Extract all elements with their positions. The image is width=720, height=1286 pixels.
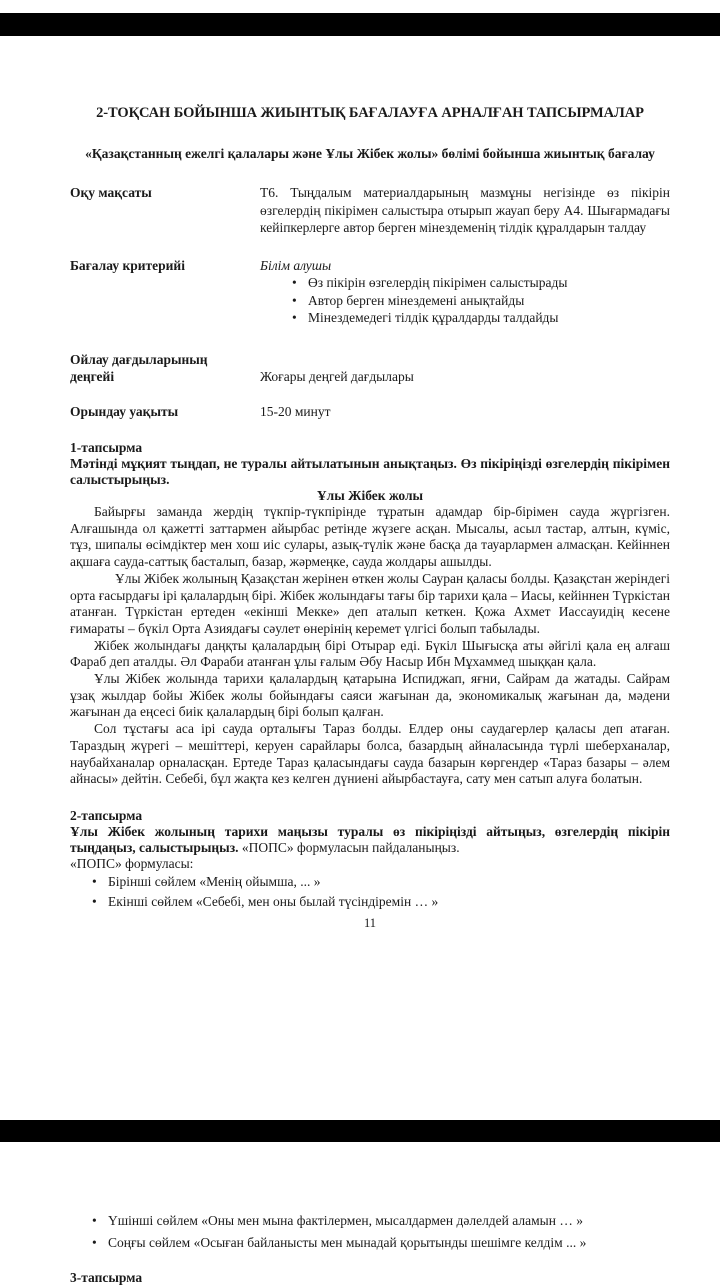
text-paragraph: Жібек жолындағы даңқты қалалардың бірі Отырар еді. Бүкіл Шығысқа аты әйгілі қала ең алғаш Фараб деп аталды. Әл Фараби атанған ұлы ғалым Әбу Насыр Ибн Мұхаммед шыққан қала.: [70, 637, 670, 670]
level-value: Жоғары деңгей дағдылары: [260, 368, 414, 384]
task2-section: [70, 808, 670, 931]
task1-section: [70, 440, 670, 788]
top-black-bar: [0, 13, 720, 36]
text-paragraph: Сол тұстағы аса ірі сауда орталығы Тараз болды. Елдер оны саудагерлер қаласы деп атаған. Тараздың жүрегі – мешіттері, керуен сарайлары болса, базардың айналасында түрлі шеберханалар, наубайханалар орналасқан. Ертеде Тараз қаласындағы сауда базарын көргендер «Тараз базары – әлем айнасы» дейтін. Себебі, бұл жақта кез келген дүниені айырбастауға, сату мен сатып алуға болатын.: [70, 721, 670, 787]
task2-instruction-bold: Ұлы Жібек жолының тарихи маңызы туралы өз пікіріңізді айтыңыз, өзгелердің пікірін тыңдаңыз, салыстырыңыз.: [70, 823, 670, 855]
criteria-item: • Автор берген мінездемені анықтайды: [288, 292, 670, 310]
document-page-2: [70, 1210, 670, 1254]
document-page-1: [70, 105, 670, 931]
formula-label: «ПОПС» формуласы:: [70, 855, 194, 871]
formula-item: • Екінші сөйлем «Себебі, мен оны былай түсіндіремін … »: [88, 892, 670, 912]
criteria-item: • Өз пікірін өзгелердің пікірімен салыстырады: [288, 274, 670, 292]
level-label: Ойлау дағдыларының деңгейі: [70, 351, 208, 384]
task2-title: 2-тапсырма: [70, 807, 143, 823]
criteria-row: [70, 257, 670, 327]
text-paragraph: Байырғы заманда жердің түкпір-түкпірінде тұратын адамдар бір-бірімен сауда жүргізген. Алғашында ол қажетті заттармен айырбас ретінде жүзеге асқан. Мысалы, асыл тастар, алтын, күміс, тұз, шипалы өсімдіктер мен хош иіс сулары, азық-түлік және басқа да тауарлармен алмасқан. Кейіннен ақшаға сауда-саттық басталып, базар, жәрмеңке, сауда жолдары ашылды.: [70, 504, 670, 570]
time-label: Орындау уақыты: [70, 403, 179, 419]
document-subtitle: «Қазақстанның ежелгі қалалары және Ұлы Жібек жолы» бөлімі бойынша жиынтық бағалау: [85, 146, 655, 161]
task3-title: 3-тапсырма: [70, 1270, 143, 1285]
time-value: 15-20 минут: [260, 403, 331, 419]
criteria-head: Білім алушы: [260, 257, 332, 273]
task1-instruction: Мәтінді мұқият тыңдап, не туралы айтылатынын анықтаңыз. Өз пікіріңізді өзгелердің пікірімен салыстырыңыз.: [70, 456, 670, 487]
task2-instruction: [70, 824, 670, 856]
page-number: 11: [363, 915, 377, 930]
criteria-item: • Мінездемедегі тілдік құралдарды талдайды: [288, 309, 670, 327]
formula-item: • Соңғы сөйлем «Осыған байланысты мен мынадай қорытынды шешімге келдім ... »: [88, 1232, 670, 1254]
formula-item: • Бірінші сөйлем «Менің ойымша, ... »: [88, 872, 670, 892]
time-row: [70, 403, 670, 421]
formula-item: • Үшінші сөйлем «Оны мен мына фактілермен, мысалдармен дәлелдей аламын … »: [88, 1210, 670, 1232]
page-separator-bar: [0, 1120, 720, 1142]
criteria-content: [260, 257, 670, 327]
goal-row: [70, 184, 670, 237]
text-title: Ұлы Жібек жолы: [316, 488, 424, 503]
goal-text: Т6. Тыңдалым материалдарының мазмұны негізінде өз пікірін өзгелердің пікірімен салыстыра отырып жауап беру А4. Шығармадағы кейіпкерлерге автор берген мінездеменің тілдік құралдарын талдау: [260, 185, 670, 235]
level-row: [70, 351, 670, 387]
document-title: 2-ТОҚСАН БОЙЫНША ЖИЫНТЫҚ БАҒАЛАУҒА АРНАЛҒАН ТАПСЫРМАЛАР: [96, 105, 644, 121]
goal-label: Оқу мақсаты: [70, 185, 152, 200]
text-paragraph: Ұлы Жібек жолында тарихи қалалардың қатарына Испиджап, яғни, Сайрам да жатады. Сайрам ұзақ жылдар бойы Жібек жолы бойындағы саяси жағынан да, экономикалық жағынан да, мәдени жағынан да еңсесі биік қалалардың бірі болып қалған.: [70, 671, 670, 720]
task1-title: 1-тапсырма: [70, 440, 143, 455]
formula-list-continued: [70, 1210, 670, 1254]
criteria-label: Бағалау критерийі: [70, 257, 185, 273]
text-paragraph: Ұлы Жібек жолының Қазақстан жерінен өткен жолы Сауран қаласы болды. Қазақстан жеріндегі орта ғасырдағы ірі қалалардың бірі. Жібек жолындағы тағы бір тарихи қала – Иасы, кейіннен Түркістан атанған. Түркістан ертеден «екінші Мекке» деп аталып кеткен. Қожа Ахмет Иассауидің кесене ғимараты – бүкіл Орта Азиядағы сәулет өнерінің керемет үлгісі болып табылады.: [70, 570, 670, 636]
criteria-list: [260, 274, 670, 327]
task2-instruction-rest: «ПОПС» формуласын пайдаланыңыз.: [238, 839, 460, 855]
formula-list: [70, 872, 670, 912]
